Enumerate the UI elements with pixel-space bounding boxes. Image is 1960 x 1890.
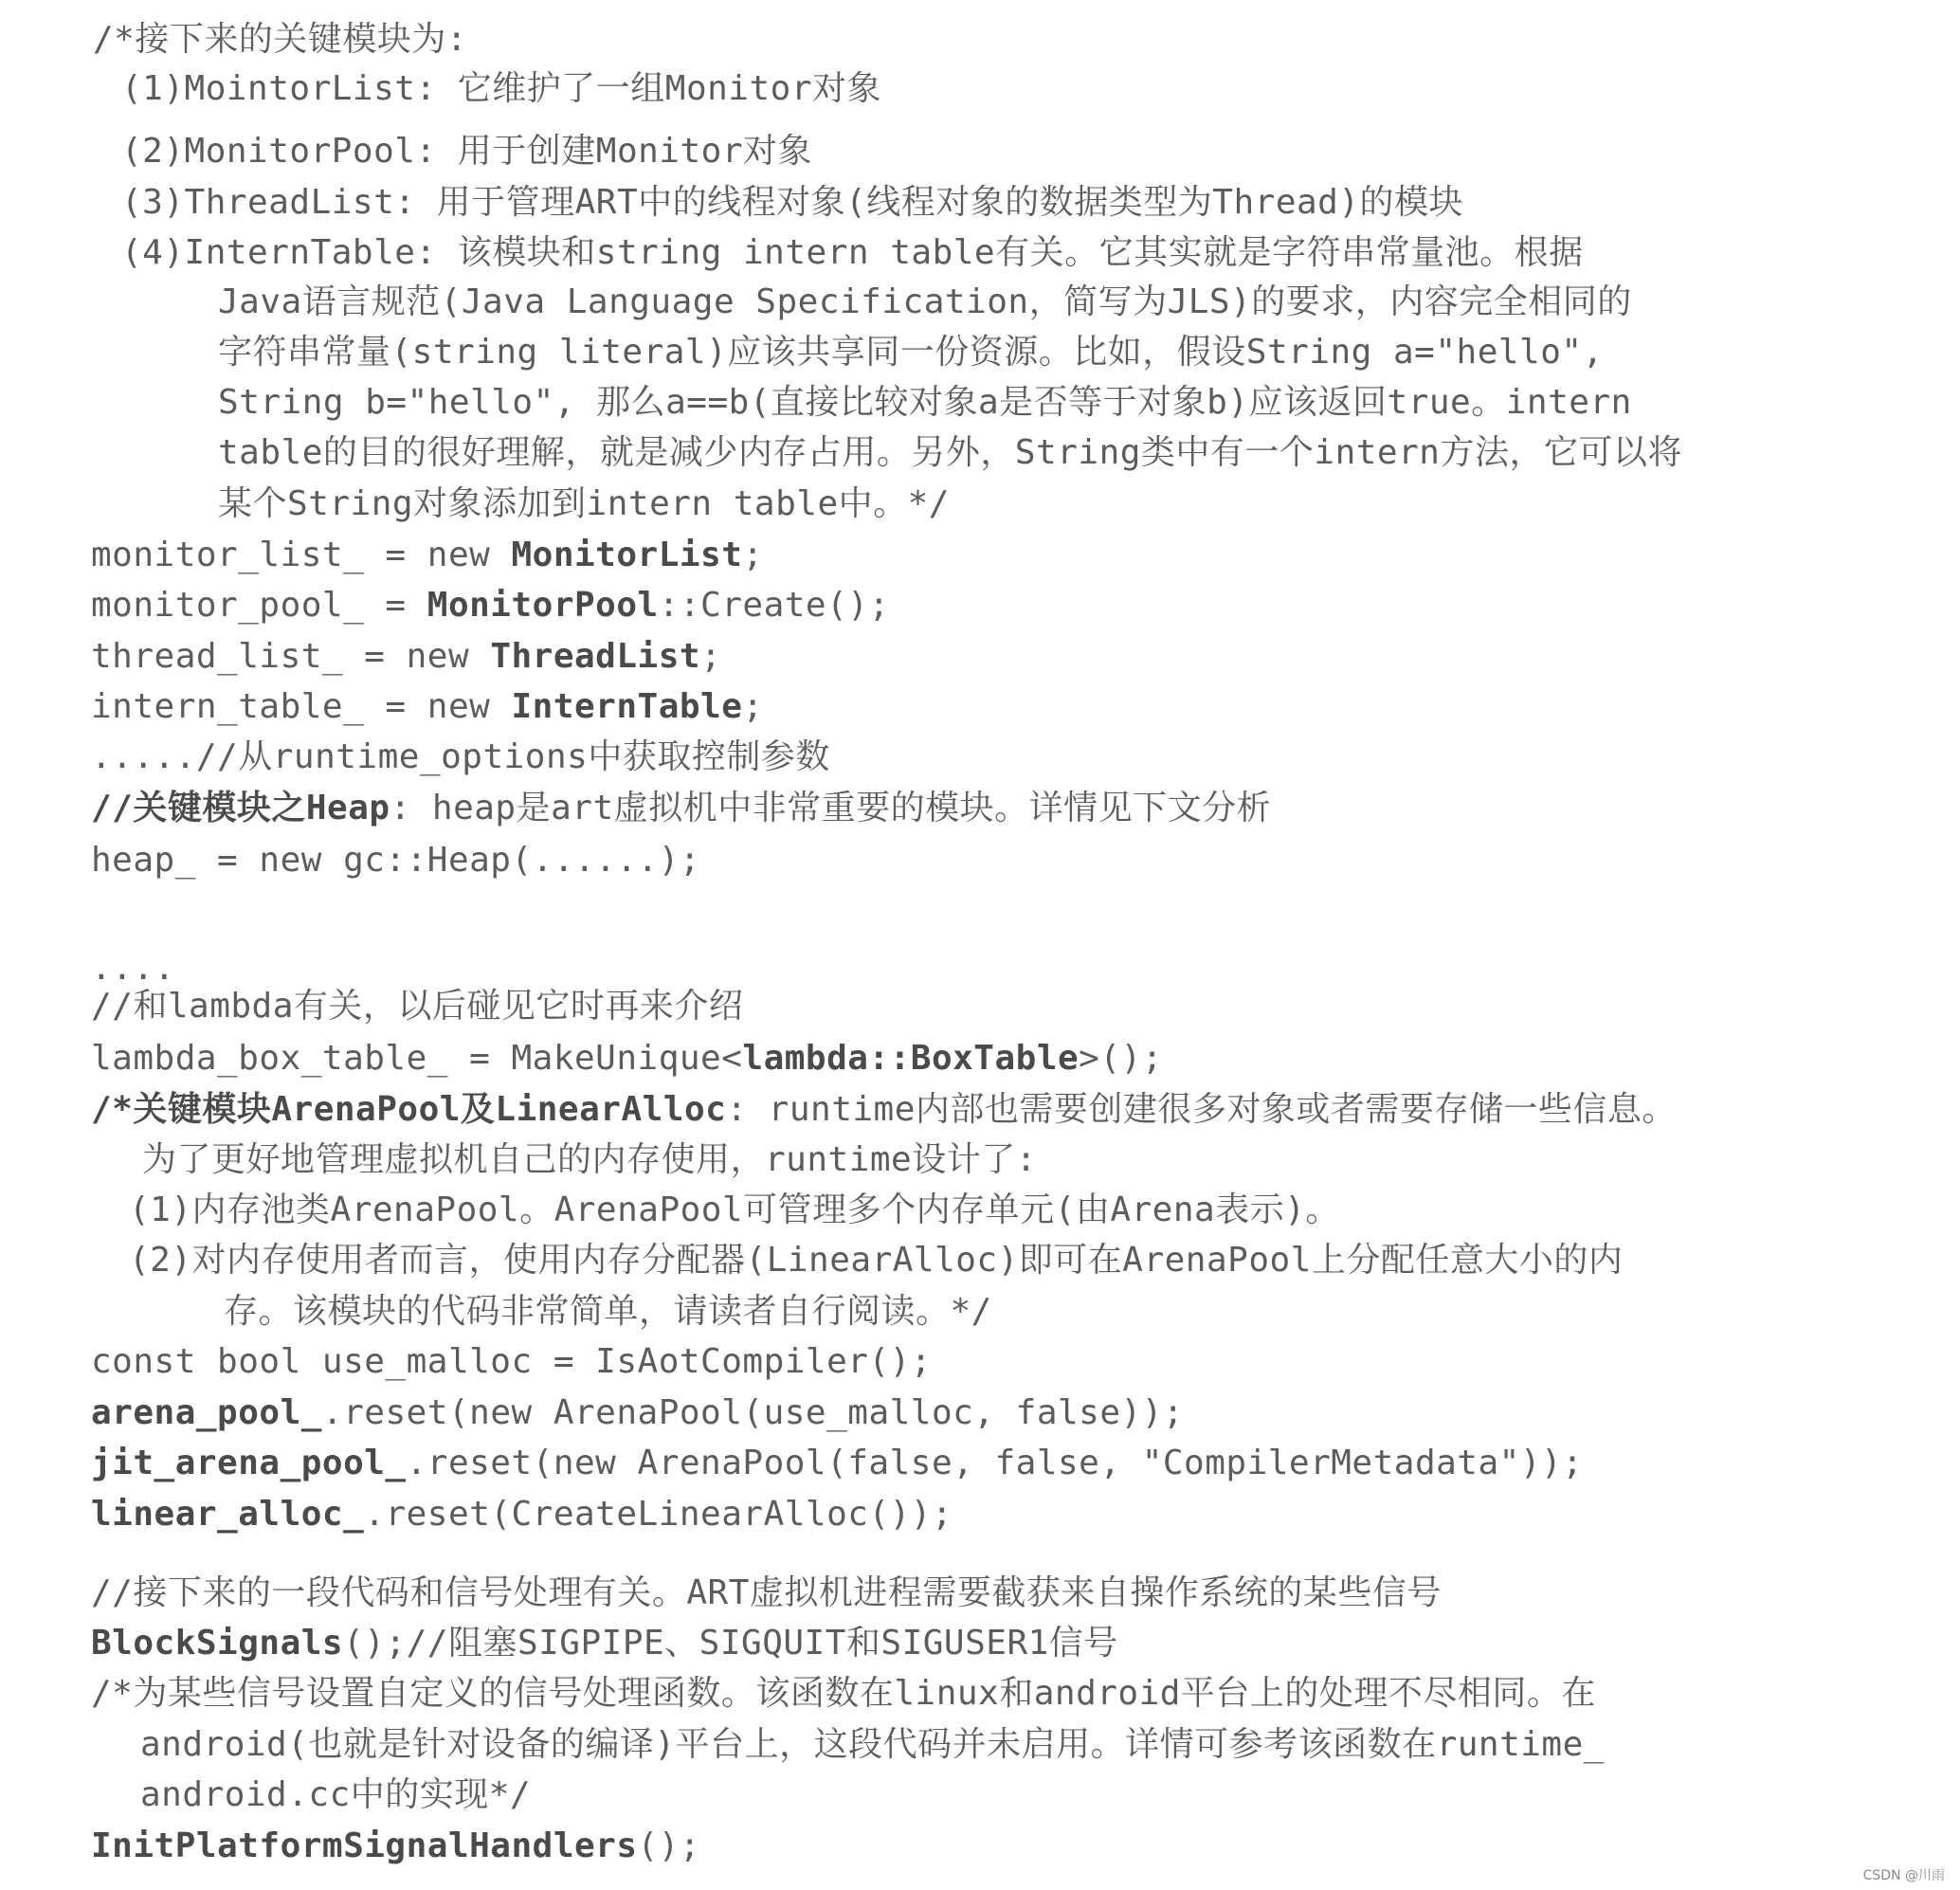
class-name: MonitorPool (426, 586, 659, 625)
comment-text: : heap是art虚拟机中非常重要的模块。详情见下文分析 (390, 789, 1272, 827)
code-line (91, 533, 764, 578)
watermark: CSDN @川雨 (1862, 1868, 1945, 1883)
comment-line: String b="hello", 那么a==b(直接比较对象a是否等于对象b)应该返回true。intern (218, 383, 1632, 422)
code-line (91, 1036, 1163, 1081)
comment-line: 为了更好地管理虚拟机自己的内存使用，runtime设计了: (142, 1140, 1037, 1179)
variable-name: jit_arena_pool_ (91, 1444, 407, 1482)
comment-line: //接下来的一段代码和信号处理有关。ART虚拟机进程需要截获来自操作系统的某些信号 (91, 1573, 1442, 1612)
comment-line: (2)MonitorPool: 用于创建Monitor对象 (121, 132, 812, 171)
code-line (91, 1621, 1118, 1666)
code-line (91, 583, 890, 628)
code-line (91, 634, 721, 680)
code-text: (); (637, 1826, 701, 1865)
code-text: .reset(CreateLinearAlloc()); (364, 1495, 953, 1534)
comment-line: (3)ThreadList: 用于管理ART中的线程对象(线程对象的数据类型为Thread)的模块 (121, 183, 1464, 222)
comment-line: /*为某些信号设置自定义的信号处理函数。该函数在linux和android平台上的处理不尽相同。在 (91, 1674, 1596, 1713)
code-text: .reset(new ArenaPool(use_malloc, false)); (321, 1393, 1185, 1432)
class-name: lambda::BoxTable (742, 1039, 1080, 1078)
comment-line: android.cc中的实现*/ (140, 1775, 532, 1814)
comment-heading: /*关键模块ArenaPool及LinearAlloc (91, 1090, 727, 1129)
code-text: ; (742, 687, 764, 726)
code-line (91, 684, 764, 730)
code-text: .reset(new ArenaPool(false, false, "CompilerMetadata")); (406, 1444, 1584, 1482)
code-text: ; (742, 536, 764, 574)
class-name: InternTable (511, 687, 743, 726)
comment-line: 存。该模块的代码非常简单，请读者自行阅读。*/ (224, 1292, 992, 1331)
class-name: ThreadList (490, 637, 701, 676)
comment-line: Java语言规范(Java Language Specification，简写为JLS)的要求，内容完全相同的 (218, 282, 1632, 321)
code-line (91, 1824, 700, 1869)
code-text: lambda_box_table_ = MakeUnique< (91, 1039, 743, 1078)
comment-line: (4)InternTable: 该模块和string intern table有关。它其实就是字符串常量池。根据 (121, 233, 1584, 272)
comment-line: table的目的很好理解，就是减少内存占用。另外，String类中有一个intern方法，它可以将 (218, 433, 1682, 472)
code-text: intern_table_ = new (91, 687, 512, 726)
code-line (91, 1390, 1184, 1436)
code-line: const bool use_malloc = IsAotCompiler(); (91, 1342, 932, 1381)
comment-line (91, 786, 1271, 831)
comment-line: 某个String对象添加到intern table中。*/ (218, 484, 950, 523)
comment-line: (2)对内存使用者而言，使用内存分配器(LinearAlloc)即可在ArenaPool上分配任意大小的内 (129, 1241, 1624, 1280)
function-name: BlockSignals (91, 1624, 344, 1663)
comment-line: .....//从runtime_options中获取控制参数 (91, 737, 830, 776)
code-text: ; (700, 637, 722, 676)
ellipsis-line: .... (91, 949, 175, 988)
class-name: MonitorList (511, 536, 743, 574)
comment-line: //和lambda有关，以后碰见它时再来介绍 (91, 987, 744, 1026)
comment-line: (1)内存池类ArenaPool。ArenaPool可管理多个内存单元(由Arena表示)。 (129, 1190, 1340, 1229)
comment-line: 字符串常量(string literal)应该共享同一份资源。比如，假设String a="hello", (218, 333, 1604, 372)
function-name: InitPlatformSignalHandlers (91, 1826, 638, 1865)
comment-line (91, 1087, 1677, 1133)
code-text: monitor_list_ = new (91, 536, 512, 574)
code-text: thread_list_ = new (91, 637, 491, 676)
comment-heading: //关键模块之Heap (91, 789, 390, 827)
comment-line: (1)MointorList: 它维护了一组Monitor对象 (121, 69, 881, 108)
code-text: ::Create(); (658, 586, 890, 625)
code-text: monitor_pool_ = (91, 586, 427, 625)
comment-line: /*接下来的关键模块为: (93, 20, 468, 59)
code-text: ();//阻塞SIGPIPE、SIGQUIT和SIGUSER1信号 (343, 1624, 1118, 1663)
code-text: >(); (1079, 1039, 1163, 1078)
variable-name: arena_pool_ (91, 1393, 322, 1432)
code-line (91, 1441, 1583, 1486)
comment-line: android(也就是针对设备的编译)平台上，这段代码并未启用。详情可参考该函数在runtime_ (140, 1725, 1605, 1764)
comment-text: : runtime内部也需要创建很多对象或者需要存储一些信息。 (726, 1090, 1677, 1129)
variable-name: linear_alloc_ (91, 1495, 365, 1534)
code-line (91, 1492, 953, 1537)
code-line: heap_ = new gc::Heap(......); (91, 841, 701, 880)
